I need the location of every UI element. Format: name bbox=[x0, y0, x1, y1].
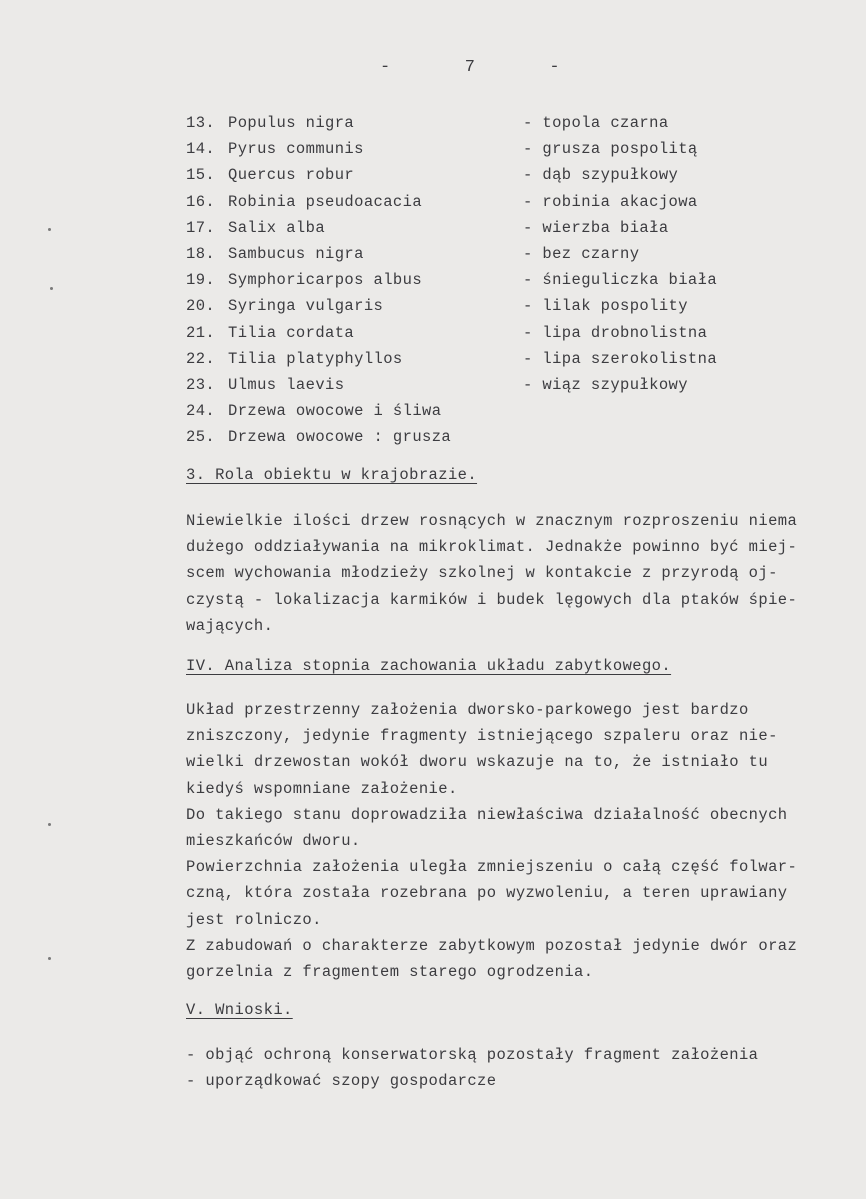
section-4-heading: IV. Analiza stopnia zachowania układu zabytkowego. bbox=[186, 657, 672, 675]
text-line: wających. bbox=[186, 616, 274, 635]
species-latin-name: Ulmus laevis bbox=[228, 375, 345, 394]
species-polish-name: - lilak pospolity bbox=[523, 297, 688, 316]
text-line: mieszkańców dworu. bbox=[186, 832, 361, 851]
text-line: Z zabudowań o charakterze zabytkowym pozostał jedynie dwór oraz bbox=[186, 936, 798, 955]
text-line: Do takiego stanu doprowadziła niewłaściwa działalność obecnych bbox=[186, 805, 788, 824]
species-row bbox=[186, 110, 786, 136]
species-polish-name: - lipa szerokolistna bbox=[523, 349, 718, 368]
section-3-heading: 3. Rola obiektu w krajobrazie. bbox=[186, 466, 478, 484]
species-row bbox=[186, 215, 786, 241]
text-line: scem wychowania młodzieży szkolnej w kontakcie z przyrodą oj- bbox=[186, 564, 778, 583]
species-polish-name: - dąb szypułkowy bbox=[523, 166, 679, 185]
species-latin-name: Pyrus communis bbox=[228, 140, 364, 159]
text-line: wielki drzewostan wokół dworu wskazuje na to, że istniało tu bbox=[186, 753, 769, 772]
page-number-header bbox=[380, 58, 560, 77]
species-latin-name: Sambucus nigra bbox=[228, 244, 364, 263]
species-row bbox=[186, 398, 786, 424]
species-row bbox=[186, 189, 786, 215]
species-latin-name: Tilia cordata bbox=[228, 323, 355, 342]
species-row bbox=[186, 293, 786, 319]
text-line: dużego oddziaływania na mikroklimat. Jednakże powinno być miej- bbox=[186, 538, 798, 557]
species-latin-name: Symphoricarpos albus bbox=[228, 271, 423, 290]
species-latin-name: Drzewa owocowe i śliwa bbox=[228, 402, 442, 421]
species-polish-name: - wierzba biała bbox=[523, 218, 669, 237]
species-row bbox=[186, 346, 786, 372]
species-latin-name: Syringa vulgaris bbox=[228, 297, 384, 316]
species-row bbox=[186, 267, 786, 293]
species-list bbox=[186, 110, 786, 450]
section-5-text bbox=[186, 1042, 856, 1094]
page-number: 7 bbox=[464, 58, 476, 77]
species-number: 20. bbox=[186, 297, 216, 316]
species-row bbox=[186, 424, 786, 450]
species-polish-name: - lipa drobnolistna bbox=[523, 323, 708, 342]
text-line: Układ przestrzenny założenia dworsko-parkowego jest bardzo bbox=[186, 701, 749, 719]
species-latin-name: Tilia platyphyllos bbox=[228, 349, 403, 368]
species-number: 19. bbox=[186, 271, 216, 290]
species-number: 25. bbox=[186, 428, 216, 447]
species-number: 24. bbox=[186, 402, 216, 421]
section-4-text bbox=[186, 697, 856, 985]
species-polish-name: - grusza pospolitą bbox=[523, 140, 698, 159]
species-latin-name: Populus nigra bbox=[228, 114, 355, 132]
page-number-dash-left: - bbox=[380, 58, 391, 77]
conclusion-item: - objąć ochroną konserwatorską pozostały fragment założenia bbox=[186, 1046, 759, 1064]
species-number: 14. bbox=[186, 140, 216, 159]
conclusion-item: - uporządkować szopy gospodarcze bbox=[186, 1072, 497, 1091]
margin-mark bbox=[50, 287, 53, 290]
species-latin-name: Robinia pseudoacacia bbox=[228, 192, 423, 211]
margin-mark bbox=[48, 823, 51, 826]
species-polish-name: - bez czarny bbox=[523, 244, 640, 263]
species-number: 18. bbox=[186, 244, 216, 263]
text-line: czną, która została rozebrana po wyzwoleniu, a teren uprawiany bbox=[186, 884, 788, 903]
species-number: 17. bbox=[186, 218, 216, 237]
species-row bbox=[186, 372, 786, 398]
species-latin-name: Drzewa owocowe : grusza bbox=[228, 428, 452, 447]
text-line: Powierzchnia założenia uległa zmniejszeniu o całą część folwar- bbox=[186, 858, 798, 877]
text-line: czystą - lokalizacja karmików i budek lęgowych dla ptaków śpie- bbox=[186, 590, 798, 609]
margin-mark bbox=[48, 228, 51, 231]
species-latin-name: Salix alba bbox=[228, 218, 326, 237]
species-latin-name: Quercus robur bbox=[228, 166, 355, 185]
page-number-dash-right: - bbox=[549, 58, 560, 77]
text-line: kiedyś wspomniane założenie. bbox=[186, 779, 458, 798]
species-polish-name: - śnieguliczka biała bbox=[523, 271, 718, 290]
species-row bbox=[186, 136, 786, 162]
species-number: 21. bbox=[186, 323, 216, 342]
text-line: zniszczony, jedynie fragmenty istniejącego szpaleru oraz nie- bbox=[186, 727, 778, 746]
margin-mark bbox=[48, 957, 51, 960]
section-3-text bbox=[186, 508, 856, 639]
species-number: 15. bbox=[186, 166, 216, 185]
species-row bbox=[186, 241, 786, 267]
species-polish-name: - robinia akacjowa bbox=[523, 192, 698, 211]
text-line: Niewielkie ilości drzew rosnących w znacznym rozproszeniu niema bbox=[186, 512, 798, 530]
species-number: 13. bbox=[186, 114, 216, 132]
section-5-heading: V. Wnioski. bbox=[186, 1001, 293, 1019]
species-polish-name: - wiąz szypułkowy bbox=[523, 375, 688, 394]
species-number: 22. bbox=[186, 349, 216, 368]
species-polish-name: - topola czarna bbox=[523, 114, 669, 132]
text-line: gorzelnia z fragmentem starego ogrodzenia. bbox=[186, 963, 594, 982]
species-number: 23. bbox=[186, 375, 216, 394]
text-line: jest rolniczo. bbox=[186, 910, 322, 929]
species-row bbox=[186, 320, 786, 346]
species-number: 16. bbox=[186, 192, 216, 211]
species-row bbox=[186, 162, 786, 188]
